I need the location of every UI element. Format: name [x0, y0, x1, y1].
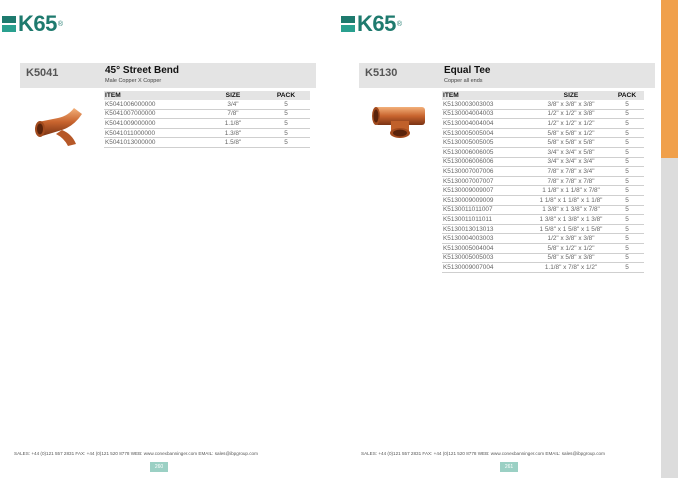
cell-size: 5/8" x 5/8" x 5/8" [547, 139, 595, 147]
cell-size: 1.1/8" [224, 119, 242, 127]
column-item: ITEM [105, 92, 121, 99]
product-header [20, 63, 316, 88]
registered-mark: ® [57, 20, 64, 28]
cell-item: K5041013000000 [105, 139, 156, 147]
cell-pack: 5 [284, 110, 288, 118]
product-code: K5130 [365, 67, 398, 79]
table-row [442, 119, 644, 129]
cell-item: K5130009009007 [443, 187, 494, 195]
cell-size: 7/8" x 7/8" x 3/4" [547, 167, 595, 175]
cell-item: K5130004004004 [443, 119, 494, 127]
copper-street-bend-icon [32, 104, 84, 148]
table-row [442, 196, 644, 206]
cell-size: 5/8" x 5/8" x 1/2" [547, 129, 595, 137]
cell-item: K5130009009009 [443, 196, 494, 204]
cell-item: K5130004003003 [443, 235, 494, 243]
cell-size: 5/8" x 1/2" x 1/2" [547, 244, 595, 252]
page-number: 260 [150, 462, 168, 472]
table-row [442, 138, 644, 148]
cell-pack: 5 [625, 196, 629, 204]
cell-item: K5130006006006 [443, 158, 494, 166]
cell-pack: 5 [284, 100, 288, 108]
cell-size: 1.1/8" x 7/8" x 1/2" [544, 263, 598, 271]
column-size: SIZE [225, 92, 241, 99]
cell-size: 1/2" x 1/2" x 3/8" [547, 110, 595, 118]
column-pack: PACK [617, 92, 637, 99]
cell-pack: 5 [625, 187, 629, 195]
table-row [442, 100, 644, 110]
cell-size: 7/8" x 7/8" x 7/8" [547, 177, 595, 185]
cell-size: 1 3/8" x 1 3/8" x 1 3/8" [539, 215, 603, 223]
left-page [0, 0, 330, 478]
table-row [104, 100, 310, 110]
logo-bars-icon [341, 16, 355, 32]
product-title: Equal Tee [444, 65, 491, 76]
cell-item: K5130005005005 [443, 139, 494, 147]
product-table [442, 91, 644, 273]
table-row [442, 129, 644, 139]
cell-item: K5041007000000 [105, 110, 156, 118]
cell-item: K5130007007007 [443, 177, 494, 185]
cell-pack: 5 [625, 225, 629, 233]
cell-size: 1 1/8" x 1 1/8" x 7/8" [542, 187, 600, 195]
cell-pack: 5 [625, 129, 629, 137]
cell-pack: 5 [284, 139, 288, 147]
table-row [442, 186, 644, 196]
cell-item: K5130003003003 [443, 100, 494, 108]
cell-item: K5130009007004 [443, 263, 494, 271]
page-footer: SALES: +44 (0)121 557 2831 FAX: +44 (0)121 520 8778 WEB: www.conexbanninger.com EMAIL: sales@ibpgroup.com [14, 451, 258, 456]
table-row [442, 263, 644, 273]
cell-pack: 5 [284, 119, 288, 127]
cell-size: 3/4" [227, 100, 239, 108]
registered-mark: ® [396, 20, 403, 28]
logo-bars-icon [2, 16, 16, 32]
cell-pack: 5 [625, 177, 629, 185]
brand-name: K65 [357, 11, 396, 36]
cell-pack: 5 [625, 167, 629, 175]
table-row [442, 254, 644, 264]
cell-pack: 5 [625, 254, 629, 262]
cell-size: 5/8" x 5/8" x 3/8" [547, 254, 595, 262]
table-row [442, 148, 644, 158]
cell-size: 1.5/8" [224, 139, 242, 147]
table-row [442, 215, 644, 225]
cell-size: 1 5/8" x 1 5/8" x 1 5/8" [539, 225, 603, 233]
product-code: K5041 [26, 67, 59, 79]
column-size: SIZE [563, 92, 579, 99]
cell-pack: 5 [625, 235, 629, 243]
cell-item: K5130006006005 [443, 148, 494, 156]
cell-pack: 5 [625, 100, 629, 108]
product-subtitle: Male Copper X Copper [105, 78, 162, 84]
cell-item: K5130004004003 [443, 110, 494, 118]
table-row [104, 129, 310, 139]
brand-name: K65 [18, 11, 57, 36]
table-row [104, 110, 310, 120]
brand-logo [341, 12, 402, 36]
product-subtitle: Copper all ends [444, 78, 483, 84]
cell-item: K5130011011011 [443, 215, 493, 223]
cell-item: K5041006000000 [105, 100, 156, 108]
section-tab-orange [661, 0, 678, 158]
cell-size: 1/2" x 1/2" x 1/2" [547, 119, 595, 127]
table-row [442, 158, 644, 168]
cell-size: 3/4" x 3/4" x 5/8" [547, 148, 595, 156]
section-tab-grey [661, 158, 678, 478]
cell-size: 3/8" x 3/8" x 3/8" [547, 100, 595, 108]
cell-size: 1/2" x 3/8" x 3/8" [547, 235, 595, 243]
cell-pack: 5 [625, 139, 629, 147]
cell-item: K5130013013013 [443, 225, 494, 233]
table-row [442, 177, 644, 187]
cell-pack: 5 [284, 129, 288, 137]
cell-item: K5041011000000 [105, 129, 155, 137]
table-row [442, 225, 644, 235]
cell-size: 1.3/8" [224, 129, 242, 137]
product-title: 45° Street Bend [105, 65, 180, 76]
brand-logo [2, 12, 63, 36]
page-number: 261 [500, 462, 518, 472]
cell-pack: 5 [625, 110, 629, 118]
column-item: ITEM [443, 92, 459, 99]
table-header [104, 91, 310, 100]
cell-item: K5130005005003 [443, 254, 494, 262]
column-pack: PACK [276, 92, 296, 99]
table-row [442, 206, 644, 216]
copper-equal-tee-icon [369, 97, 429, 141]
cell-pack: 5 [625, 263, 629, 271]
table-row [442, 244, 644, 254]
table-row [104, 119, 310, 129]
cell-pack: 5 [625, 148, 629, 156]
cell-size: 1 3/8" x 1 3/8" x 7/8" [542, 206, 600, 214]
product-table [104, 91, 310, 148]
cell-pack: 5 [625, 215, 629, 223]
cell-pack: 5 [625, 158, 629, 166]
product-header [359, 63, 655, 88]
table-row [104, 138, 310, 148]
table-header [442, 91, 644, 100]
table-row [442, 110, 644, 120]
cell-item: K5130005005004 [443, 129, 494, 137]
table-row [442, 167, 644, 177]
cell-item: K5130007007006 [443, 167, 494, 175]
cell-size: 3/4" x 3/4" x 3/4" [547, 158, 595, 166]
cell-pack: 5 [625, 244, 629, 252]
cell-item: K5041009000000 [105, 119, 156, 127]
page-footer: SALES: +44 (0)121 557 2831 FAX: +44 (0)121 520 8778 WEB: www.conexbanninger.com EMAIL: sales@ibpgroup.com [361, 451, 605, 456]
cell-pack: 5 [625, 206, 629, 214]
cell-item: K5130011011007 [443, 206, 493, 214]
right-page [339, 0, 669, 478]
cell-pack: 5 [625, 119, 629, 127]
cell-size: 7/8" [227, 110, 239, 118]
table-row [442, 234, 644, 244]
cell-size: 1 1/8" x 1 1/8" x 1 1/8" [539, 196, 603, 204]
cell-item: K5130005004004 [443, 244, 494, 252]
